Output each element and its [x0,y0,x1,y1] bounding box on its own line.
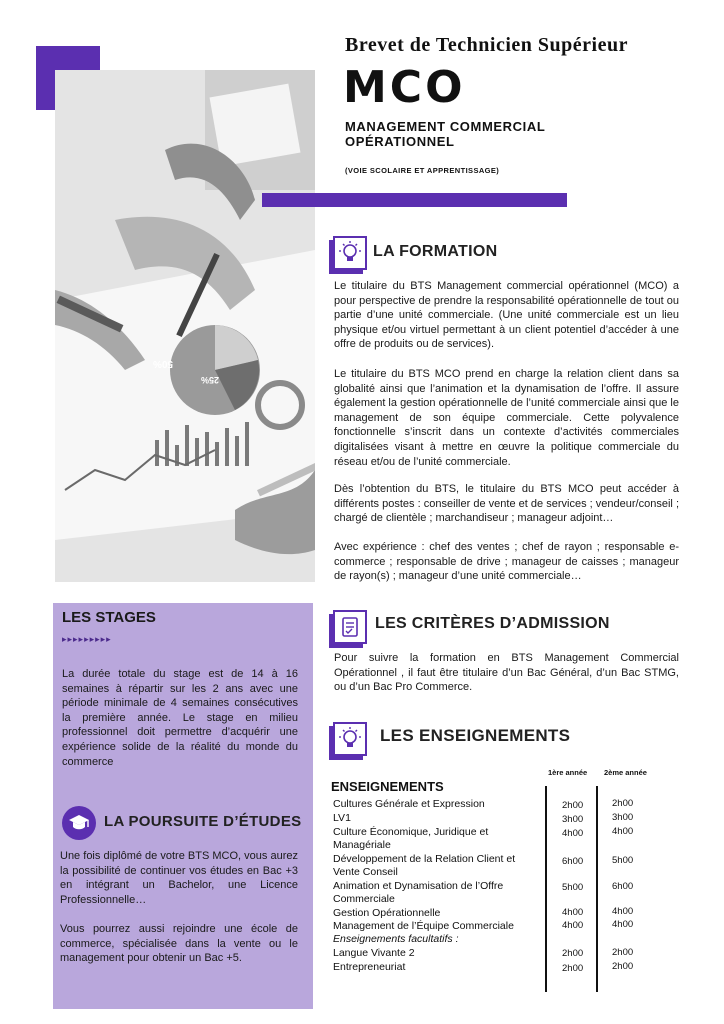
col-head-year1: 1ère année [548,768,588,777]
subject-4: Animation et Dynamisation de l’Offre Commerciale [333,880,504,905]
hours-y2-8: 2h00 [612,947,634,958]
enseignements-header: ENSEIGNEMENTS [331,779,444,794]
subject-2: Culture Économique, Juridique et Managériale [333,826,489,851]
hours-y1-1: 3h00 [562,814,584,825]
hours-y2-2: 4h00 [612,826,634,837]
subject-6: Management de l’Équipe Commerciale [333,920,514,932]
table-divider-2 [596,786,598,992]
hours-y2-9: 2h00 [612,961,634,972]
hours-y1-6: 4h00 [562,920,584,931]
subject-8: Langue Vivante 2 [333,947,415,959]
hours-y2-4: 6h00 [612,881,634,892]
photo-illustration [55,70,315,582]
formation-paragraph-1: Le titulaire du BTS Management commercial opérationnel (MCO) a pour perspective de prendre la responsabilité opérationnelle de tout ou partie d’une unité commerciale. (Une unité commerciale est un lieu physique et/ou virtuel permettant à un client potentiel d’accéder à une offre de produits ou de services). [334,280,679,351]
table-divider-1 [545,786,547,992]
hours-y1-4: 5h00 [562,882,584,893]
hours-y2-0: 2h00 [612,798,634,809]
arrows-decoration: ▸▸▸▸▸▸▸▸▸ [62,634,112,644]
hours-y1-5: 4h00 [562,907,584,918]
hours-y1-8: 2h00 [562,948,584,959]
subtitle-line-1: MANAGEMENT COMMERCIAL [345,119,546,134]
hours-y2-5: 4h00 [612,906,634,917]
subject-1: LV1 [333,812,351,824]
subject-7: Enseignements facultatifs : [333,933,459,945]
hours-y2-6: 4h00 [612,919,634,930]
hours-y1-9: 2h00 [562,963,584,974]
poursuite-title: LA POURSUITE D’ÉTUDES [104,813,302,830]
hours-y2-1: 3h00 [612,812,634,823]
formation-paragraph-4: Avec expérience : chef des ventes ; chef de rayon ; responsable e-commerce ; responsable de drive ; manageur de caisses ; manageur de rayon(s) ; manageur d’une unité commerciale… [334,541,679,583]
document-icon [333,610,367,644]
col-head-year2: 2ème année [604,768,647,777]
hours-y1-3: 6h00 [562,856,584,867]
stages-text: La durée totale du stage est de 14 à 16 semaines à répartir sur les 2 ans avec une période minimale de 4 semaines consécutives la première année. Le stage en milieu professionnel doit permettre d’acquérir une expérience solide de la réalité du monde du commerce [62,668,298,768]
subject-5: Gestion Opérationnelle [333,907,441,919]
chart-label-50: 50% [153,358,174,369]
enseignements-title: LES ENSEIGNEMENTS [380,726,571,745]
stages-title: LES STAGES [62,609,156,626]
subject-9: Entrepreneuriat [333,961,406,973]
admission-text: Pour suivre la formation en BTS Management Commercial Opérationnel , il faut être titulaire d’un Bac Général, d’un Bac STMG, ou d’un Bac Pro Commerce. [334,652,679,694]
voie-label: (VOIE SCOLAIRE ET APPRENTISSAGE) [345,166,500,175]
hours-y2-3: 5h00 [612,855,634,866]
brevet-title: Brevet de Technicien Supérieur [345,34,628,56]
subject-3: Développement de la Relation Client et Vente Conseil [333,853,516,878]
lightbulb-icon [333,236,367,270]
program-subtitle [345,119,545,149]
lightbulb-icon-2 [333,722,367,756]
formation-paragraph-3: Dès l’obtention du BTS, le titulaire du BTS MCO peut accéder à différents postes : conseiller de vente et de services ; vendeur/conseil ; chargé de clientèle ; marchandiseur ; manageur adjoint… [334,483,679,525]
business-photo [55,70,315,582]
subject-0: Cultures Générale et Expression [333,798,485,810]
mco-title: MCO [343,62,466,113]
hours-y1-0: 2h00 [562,800,584,811]
hours-y1-2: 4h00 [562,828,584,839]
poursuite-paragraph-2: Vous pourrez aussi rejoindre une école de commerce, spécialisée dans la vente ou le management pour obtenir un Bac +5. [60,923,298,965]
formation-paragraph-2: Le titulaire du BTS MCO prend en charge la relation client dans sa globalité ainsi que l’animation et la dynamisation de l’offre. Il assure également la gestion opérationnelle de l’unité commerciale ainsi que le management de son équipe commerciale. Cette polyvalence fonctionnelle s’inscrit dans un contexte d’activités commerciales digitalisées visant à mettre en œuvre la politique commerciale du réseau et/ou de l’unité commerciale. [334,368,679,468]
formation-title: LA FORMATION [373,243,498,260]
chart-label-25: 25% [201,375,220,385]
header-accent-bar [262,193,567,207]
graduation-icon [62,806,96,840]
subtitle-line-2: OPÉRATIONNEL [345,134,455,149]
admission-title: LES CRITÈRES D’ADMISSION [375,615,610,632]
poursuite-paragraph-1: Une fois diplômé de votre BTS MCO, vous aurez la possibilité de continuer vos études en Bac +3 en intégrant un Bachelor, une Licence Professionnelle… [60,850,298,906]
